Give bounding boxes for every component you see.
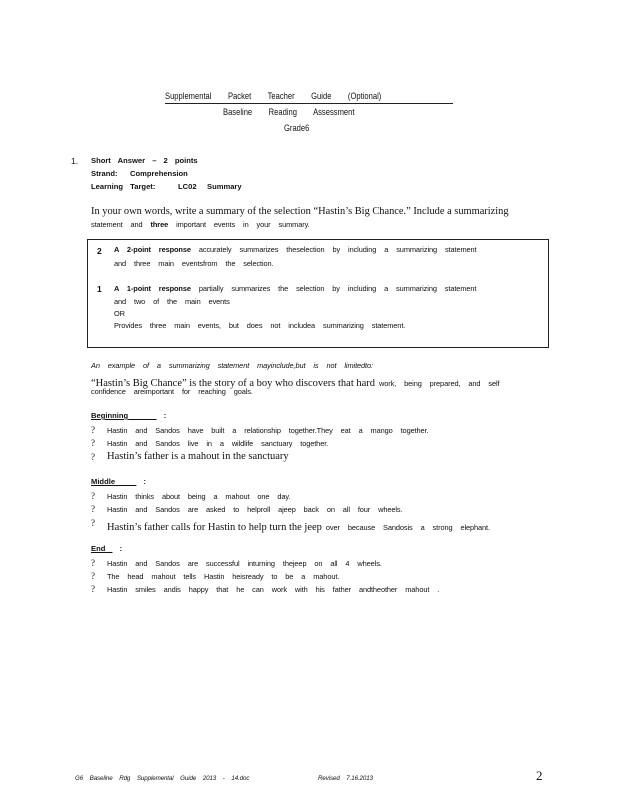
strand-value: Comprehension (130, 169, 188, 178)
end-item-2: The head mahout tells Hastin heisready to be a mahout. (107, 572, 340, 581)
middle-item-3: Hastin’s father calls for Hastin to help turn the jeep over because Sandosis a strong elephant. (107, 522, 490, 533)
section-heading-beginning: Beginning : (91, 411, 167, 420)
example-intro: An example of a summarizing statement mayinclude,but is not limitedto: (91, 361, 373, 370)
example-line-2: confidence areimportant for reaching goals. (91, 387, 253, 396)
question-number: 1. (71, 156, 79, 166)
rubric-box-left-border (87, 239, 88, 347)
bullet-icon: ? (91, 438, 95, 448)
beginning-item-1: Hastin and Sandos have built a relationship together.They eat a mango together. (107, 426, 429, 435)
header-line-1: Supplemental Packet Teacher Guide (Optional) (165, 91, 382, 102)
rubric-score-1: 1 (97, 284, 102, 294)
bullet-icon: ? (91, 491, 95, 501)
end-item-3: Hastin smiles andis happy that he can work with his father andtheother mahout . (107, 585, 440, 594)
middle-item-2: Hastin and Sandos are asked to helproll ajeep back on all four wheels. (107, 505, 403, 514)
footer-filename: G6 Baseline Rdg Supplemental Guide 2013 - 14.doc (75, 775, 250, 782)
rubric-2-line-1: A 2-point response accurately summarizes theselection by including a summarizing statement (114, 245, 477, 254)
end-item-1: Hastin and Sandos are successful inturning thejeep on all 4 wheels. (107, 559, 382, 568)
section-heading-middle: Middle : (91, 477, 147, 486)
bullet-icon: ? (91, 584, 95, 594)
target-code: LC02 (178, 182, 197, 191)
rubric-1-line-2: and two of the main events (114, 297, 230, 306)
target-value: Summary (207, 182, 242, 191)
prompt-line-2: statement and three important events in your summary. (91, 220, 310, 229)
beginning-item-3: Hastin’s father is a mahout in the sanctuary (107, 451, 289, 462)
target-label: Learning Target: (91, 182, 156, 191)
header-underline (165, 103, 453, 104)
section-heading-end: End : (91, 544, 123, 553)
header-line-3: Grade6 (284, 123, 310, 134)
page-number: 2 (536, 768, 543, 783)
example-line-1: “Hastin’s Big Chance” is the story of a boy who discovers that hard work, being prepared, and self (91, 378, 500, 389)
prompt-line-1: In your own words, write a summary of the selection “Hastin’s Big Chance.” Include a summarizing (91, 206, 509, 217)
rubric-1-or: OR (114, 309, 125, 318)
rubric-box (87, 239, 549, 348)
bullet-icon: ? (91, 571, 95, 581)
strand-label: Strand: (91, 169, 118, 178)
bullet-icon: ? (91, 425, 95, 435)
rubric-1-line-1: A 1-point response partially summarizes the selection by including a summarizing statement (114, 284, 477, 293)
beginning-item-2: Hastin and Sandos live in a wildlife sanctuary together. (107, 439, 329, 448)
rubric-score-2: 2 (97, 246, 102, 256)
bullet-icon: ? (91, 504, 95, 514)
footer-revised: Revised 7.16.2013 (318, 775, 373, 782)
bullet-icon: ? (91, 558, 95, 568)
middle-item-1: Hastin thinks about being a mahout one day. (107, 492, 291, 501)
question-type: Short Answer – 2 points (91, 156, 198, 165)
rubric-2-line-2: and three main eventsfrom the selection. (114, 259, 274, 268)
rubric-1-line-3: Provides three main events, but does not includea summarizing statement. (114, 321, 406, 330)
bullet-icon: ? (91, 518, 95, 528)
header-line-2: Baseline Reading Assessment (223, 107, 355, 118)
bullet-icon: ? (91, 452, 95, 462)
